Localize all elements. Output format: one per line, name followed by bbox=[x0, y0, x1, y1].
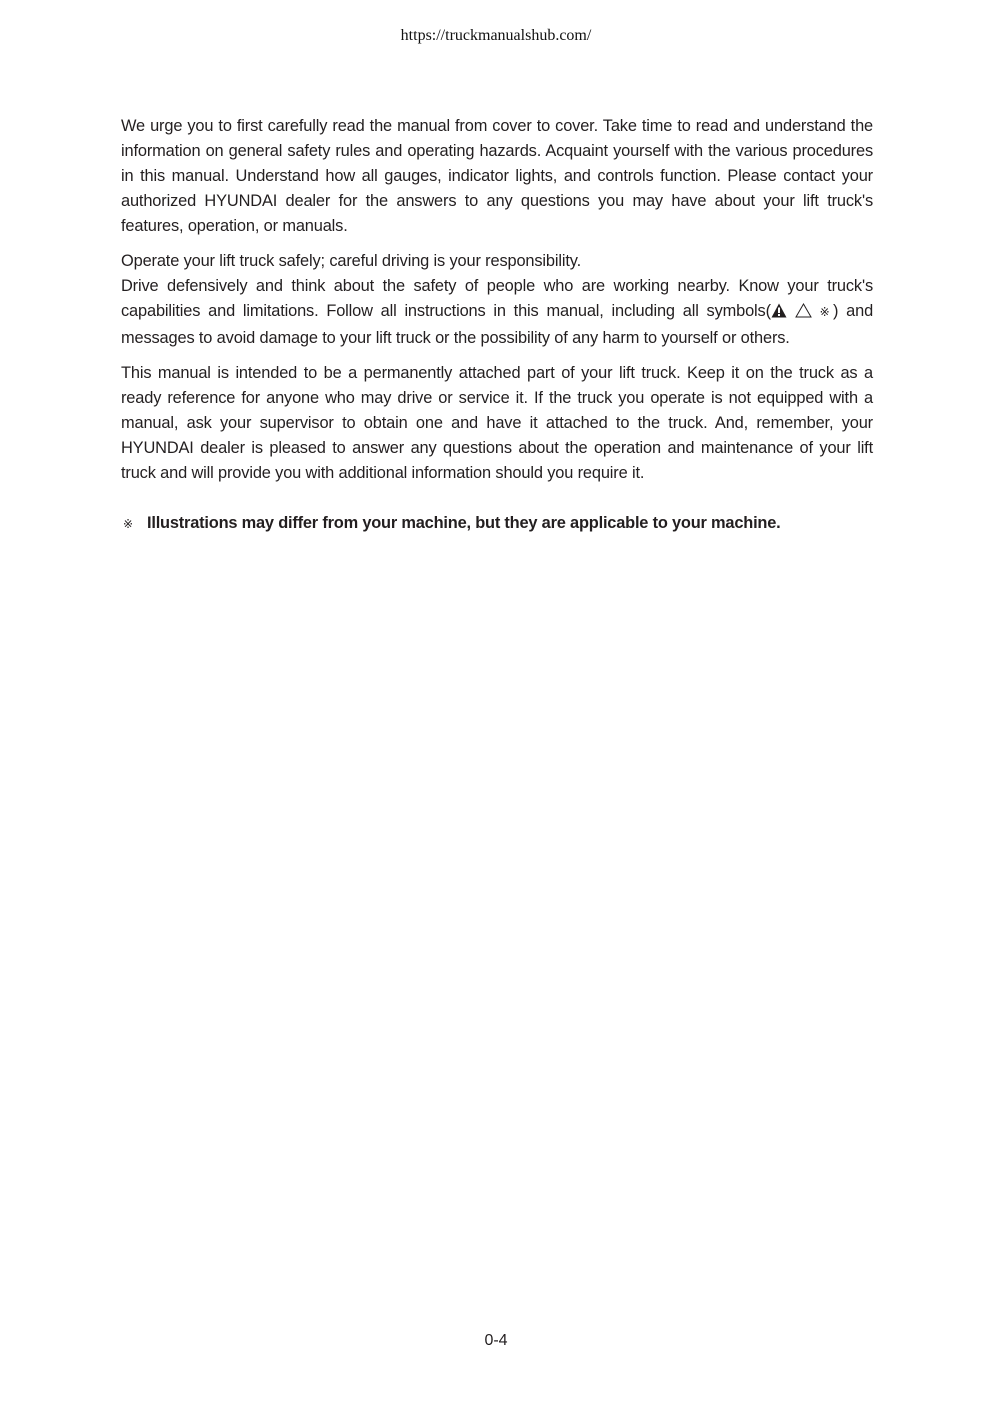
paragraph-operate-safely: Operate your lift truck safely; careful driving is your responsibility. bbox=[121, 252, 582, 270]
note-mark-icon: ※ bbox=[123, 517, 133, 531]
paragraph-read-manual: We urge you to first carefully read the manual from cover to cover. Take time to read and understand the information on general safety rules and operating hazards. Acquaint yourself with the various procedures in this manual. Understand how all gauges, indicator lights, and controls function. Please contact your authorized HYUNDAI dealer for the answers to any questions you may have about your lift truck's features, operation, or manuals. bbox=[121, 117, 873, 235]
paragraph-permanent-attachment: This manual is intended to be a permanently attached part of your lift truck. Keep it on the truck as a ready reference for anyone who may drive or service it. If the truck you operate is not equipped with a manual, ask your supervisor to obtain one and have it attached to the truck. And, remember, your HYUNDAI dealer is pleased to answer any questions about the operation and maintenance of your lift truck and will provide you with additional information should you require it. bbox=[121, 364, 873, 482]
illustration-note bbox=[121, 511, 873, 537]
manual-intro-content bbox=[121, 114, 873, 537]
source-url: https://truckmanualshub.com/ bbox=[400, 27, 592, 44]
caution-outline-triangle-icon bbox=[795, 301, 812, 326]
warning-filled-triangle-icon bbox=[771, 301, 787, 326]
note-mark-icon: ※ bbox=[819, 305, 833, 319]
illustration-note-text: Illustrations may differ from your machine, but they are applicable to your machine. bbox=[147, 514, 781, 532]
symbols-message-text: ) and messages to avoid damage to your lift truck or the possibility of any harm to yourself or others. bbox=[121, 302, 874, 347]
page-number: 0-4 bbox=[484, 1332, 508, 1349]
paragraph-drive-defensively bbox=[121, 274, 873, 351]
drive-defensively-text: Drive defensively and think about the safety of people who are working nearby. Know your truck's capabilities and limitations. Follow all instructions in this manual, including all symbols( bbox=[121, 277, 873, 320]
